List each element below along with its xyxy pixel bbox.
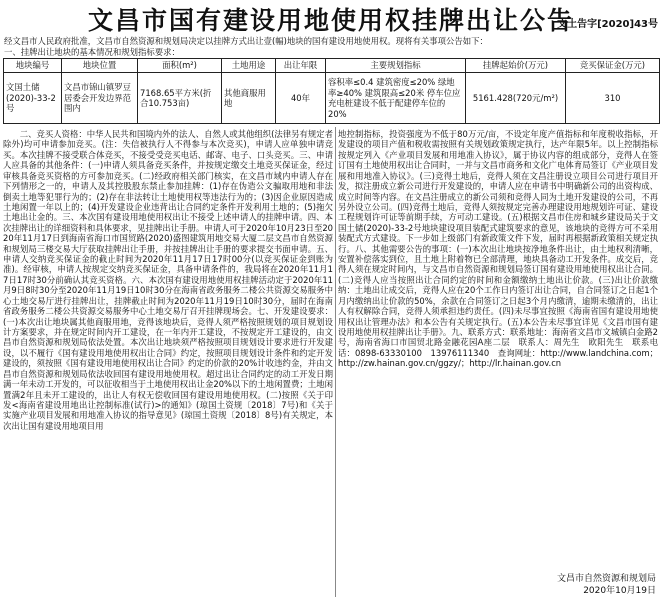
- cell-parcel-id: 文国土储(2020)-33-2号: [4, 73, 62, 124]
- document-number: 文土告字[2020]43号: [557, 19, 658, 30]
- cell-deposit: 310: [566, 73, 660, 124]
- header-deposit: 竞买保证金(万元): [566, 59, 660, 73]
- header-location: 地块位置: [62, 59, 138, 73]
- intro-paragraph: [4, 36, 660, 58]
- cell-area: 7168.65平方米(折合10.753亩): [138, 73, 222, 124]
- cell-term: 40年: [276, 73, 326, 124]
- header-term: 出让年限: [276, 59, 326, 73]
- cell-start-price: 5161.428(720元/m²): [466, 73, 566, 124]
- body-right-column: 地控制指标，投资强度为不低于80万元/亩，不设定年度产值指标和年度税收指标，开发建设的项目产值和税收需按照有关规划政策规定执行，达产年限5年。以上控制指标按规定列入《产业项目发展和用地准入协议》，属于协议内容的组成部分，竞得人在签订国有土地使用权出让合同时，一并与文昌市商务和文化广电体育局签订《产业项目发展和用地准入协议》。(三)竞得土地后，竞得人须在文昌注册设立项目公司进行项目开发，拟注册成立新公司进行开发建设的，申请人应在申请书中明确新公司的出资构成、成立时间等内容。在文昌注册成立的新公司须和竞得人同为土地开发建设的公司，不再另外设立公司。(四)竞得土地后，竞得人须按规定完善办理建设用地规划许可证、建设工程规划许可证等前期手续，方可动工建设。(五)根据文昌市住房和城乡建设局关于文国土储(2020)-33-2号地块建设项目装配式建筑要求的意见，该地块的竞得方可不采用装配式方式建设。下一步如上级部门有新政策文件下发，届时再根据新政策相关规定执行。八、其他需要公告的事项：(一)本次出让地块按净地条件出让，由土地权利清晰，安置补偿落实到位，且土地上附着物已全部清理，地块具备动工开发条件。成交后，竞得人须在规定时间内，与文昌市自然资源和规划局签订国有建设用地使用权出让合同。(二)竞得人应当按照出让合同约定的时间和金额缴纳土地出让价款。(三)出让价款缴纳：土地出让成交后，竞得人应在20个工作日内签订出让合同，自合同签订之日起1个月内缴纳出让价款的50%，余款在合同签订之日起3个月内缴清，逾期未缴清的，出让人有权解除合同，竞得人须承担违约责任。(四)未尽事宜按照《海南省国有建设用地使用权出让管理办法》和本公告有关规定执行。(五)本公告未尽事宜详见《文昌市国有建设用地使用权挂牌出让手册》。九、联系方式：联系地址：海南省文昌市文城镇白金路2号，海南省海口市国贸北路金融花园A座二层 联系人：周先生 欧阳先生 联系电话：0898-63330100 13976111340 查询网址：http://www.landchina.com；http://zw.hainan.gov.cn/ggzy/；http://lr.hainan.gov.cn: [338, 129, 658, 369]
- cell-location: 文昌市锦山镇罗豆居委会开发边界范围内: [62, 73, 138, 124]
- announcement-header: [0, 4, 662, 38]
- column-divider: [335, 127, 336, 597]
- parcel-info-table: [3, 58, 660, 124]
- table-header-row: [4, 59, 660, 73]
- header-use: 土地用途: [222, 59, 276, 73]
- cell-use: 其他商服用地: [222, 73, 276, 124]
- table-row: [4, 73, 660, 124]
- header-area: 面积(m²): [138, 59, 222, 73]
- header-parcel-id: 地块编号: [4, 59, 62, 73]
- header-planning: 主要规划指标: [326, 59, 466, 73]
- cell-planning: 容积率≤0.4 建筑密度≤20% 绿地率≥40% 建筑限高≤20米 停车位应充电桩建设不低于配建停车位的20%: [326, 73, 466, 124]
- signature-date: 2020年10月19日: [583, 586, 656, 596]
- signature-organization: 文昌市自然资源和规划局: [556, 574, 656, 584]
- intro-line-1: 经文昌市人民政府批准，文昌市自然资源和规划局决定以挂牌方式出让壹(幅)地块的国有建设用地使用权。现将有关事项公告如下：: [4, 36, 488, 46]
- body-left-column: 二、竞买人资格：中华人民共和国境内外的法人、自然人或其他组织(法律另有规定者除外)均可申请参加竞买。(注：失信被执行人不得参与本次竞买)，申请人应单独申请竞买。本次挂牌不接受联合体竞买，不接受受竞买电话、邮寄、电子、口头竞买。三、申请人应具备的其他条件：(一)申请人须具备竞买条件，并按规定缴交土地竞买保证金，经过审核具备竞买资格的方可参加竞买。(二)经政府相关部门核实，在文昌市域内申请人存在下列情形之一的，申请人及其控股股东禁止参加挂牌：(1)存在伪造公文骗取用地和非法倒卖土地等犯罪行为的；(2)存在非法转让土地使用权等违法行为的；(3)因企业原因造成土地闲置一年以上的；(4)开发建设企业违背出让合同约定条件开发利用土地的；(5)拖欠土地出让金的。三、本次国有建设用地使用权出让不接受上述申请人的挂牌申请。四、本次挂牌出让的详细资料和具体要求，见挂牌出让手册。申请人可于2020年10月23日至2020年11月17日到海南省海口市国贸路(2020)盛图建筑用地交易大厦二层文昌市自然资源和规划局三楼交易大厅获取挂牌出让手册，并按挂牌出让手册的要求提交书面申请。五、申请人交纳竞买保证金的截止时间为2020年11月17日17时00分(以竞买保证金到账为准)。经审核，申请人按规定交纳竞买保证金，具备申请条件的，我局将在2020年11月17日17时30分前确认其竞买资格。六、本次国有建设用地使用权挂牌活动定于2020年11月9日8时30分至2020年11月19日10时30分在海南省政务服务二楼公共资源交易服务中心土地交易厅进行挂牌出让，挂牌截止时间为2020年11月19日10时30分，届时在海南省政务服务二楼公共资源交易服务中心土地交易厅召开挂牌现场会。七、开发建设要求：(一)本次出让地块属其他商服用地，竞得该地块后，竞得人须严格按照规划的项目规划设计方案要求，并在规定时间内开工建设，在一年内开工建设，不按规定开工建设的，由文昌市自然资源和规划局依法处置。本次出让地块须严格按照项目规划设计要求进行开发建设，以不履行《国有建设用地使用权出让合同》约定，按照项目规划设计条件和约定开发建设的，须按照《国有建设用地使用权出让合同》约定的价款的20%计收违约金，并由文昌市自然资源和规划局依法收回国有建设用地使用权。超过出让合同约定的动工开发日期满一年未动工开发的，可以征收相当于土地使用权出让金20%以下的土地闲置费；土地闲置满2年且未开工建设的，出让人有权无偿收回国有建设用地使用权。(二)按照《关于印发<海南省建设用地出让控制标准(试行)>的通知》(琼国土资规〔2018〕7号)和《关于实施产业项目发展和用地准入协议的指导意见》(琼国土资规〔2018〕8号)有关规定，本次出让国有建设用地项目用: [3, 129, 333, 431]
- page-title: 文昌市国有建设用地使用权挂牌出让公告: [87, 6, 574, 35]
- header-start-price: 挂牌起始价(万元): [466, 59, 566, 73]
- intro-line-2: 一、挂牌出让地块的基本情况和规划指标要求：: [4, 47, 180, 57]
